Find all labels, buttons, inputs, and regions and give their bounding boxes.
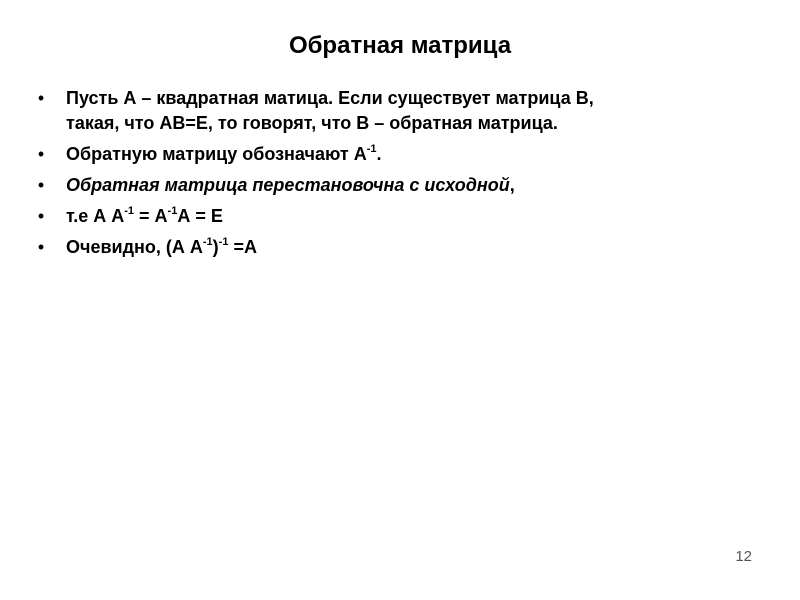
inverse-superscript: -1 <box>202 236 213 248</box>
slide-title: Обратная матрица <box>288 32 512 59</box>
bullet-item-obvious <box>34 235 754 260</box>
bullet-text-line-2: такая, что АВ=Е, то говорят, что В – обратная матрица. <box>66 113 558 133</box>
obvious-part-1: Очевидно, (А А <box>66 237 203 257</box>
commutative-comma: , <box>509 175 515 195</box>
bullet-item-definition <box>34 86 754 136</box>
commutative-text: Обратная матрица перестановочна с исходной <box>66 175 510 195</box>
bullet-dot-icon: • <box>37 88 45 108</box>
inverse-superscript: -1 <box>218 236 229 248</box>
bullet-text <box>66 206 223 226</box>
bullet-dot-icon: • <box>37 175 45 195</box>
page-number: 12 <box>735 548 752 565</box>
inverse-superscript: -1 <box>167 205 178 217</box>
bullet-text <box>66 237 257 257</box>
bullet-text <box>66 144 382 164</box>
identity-part-1: т.е А А <box>66 206 125 226</box>
bullet-text <box>66 88 594 133</box>
bullet-text <box>66 175 515 195</box>
bullet-text-line-1: Пусть А – квадратная матица. Если существует матрица В, <box>66 88 594 108</box>
bullet-item-notation <box>34 142 754 167</box>
obvious-part-3: =А <box>228 237 257 257</box>
bullet-item-commutative <box>34 173 754 198</box>
identity-part-3: А = Е <box>177 206 223 226</box>
bullet-list <box>34 86 754 266</box>
notation-text: Обратную матрицу обозначают А <box>66 144 367 164</box>
inverse-superscript: -1 <box>124 205 135 217</box>
notation-period: . <box>376 144 382 164</box>
bullet-dot-icon: • <box>37 237 45 257</box>
bullet-dot-icon: • <box>37 206 45 226</box>
identity-part-2: = А <box>134 206 168 226</box>
bullet-item-identity <box>34 204 754 229</box>
inverse-superscript: -1 <box>366 143 377 155</box>
obvious-part-2: ) <box>212 237 219 257</box>
bullet-dot-icon: • <box>37 144 45 164</box>
